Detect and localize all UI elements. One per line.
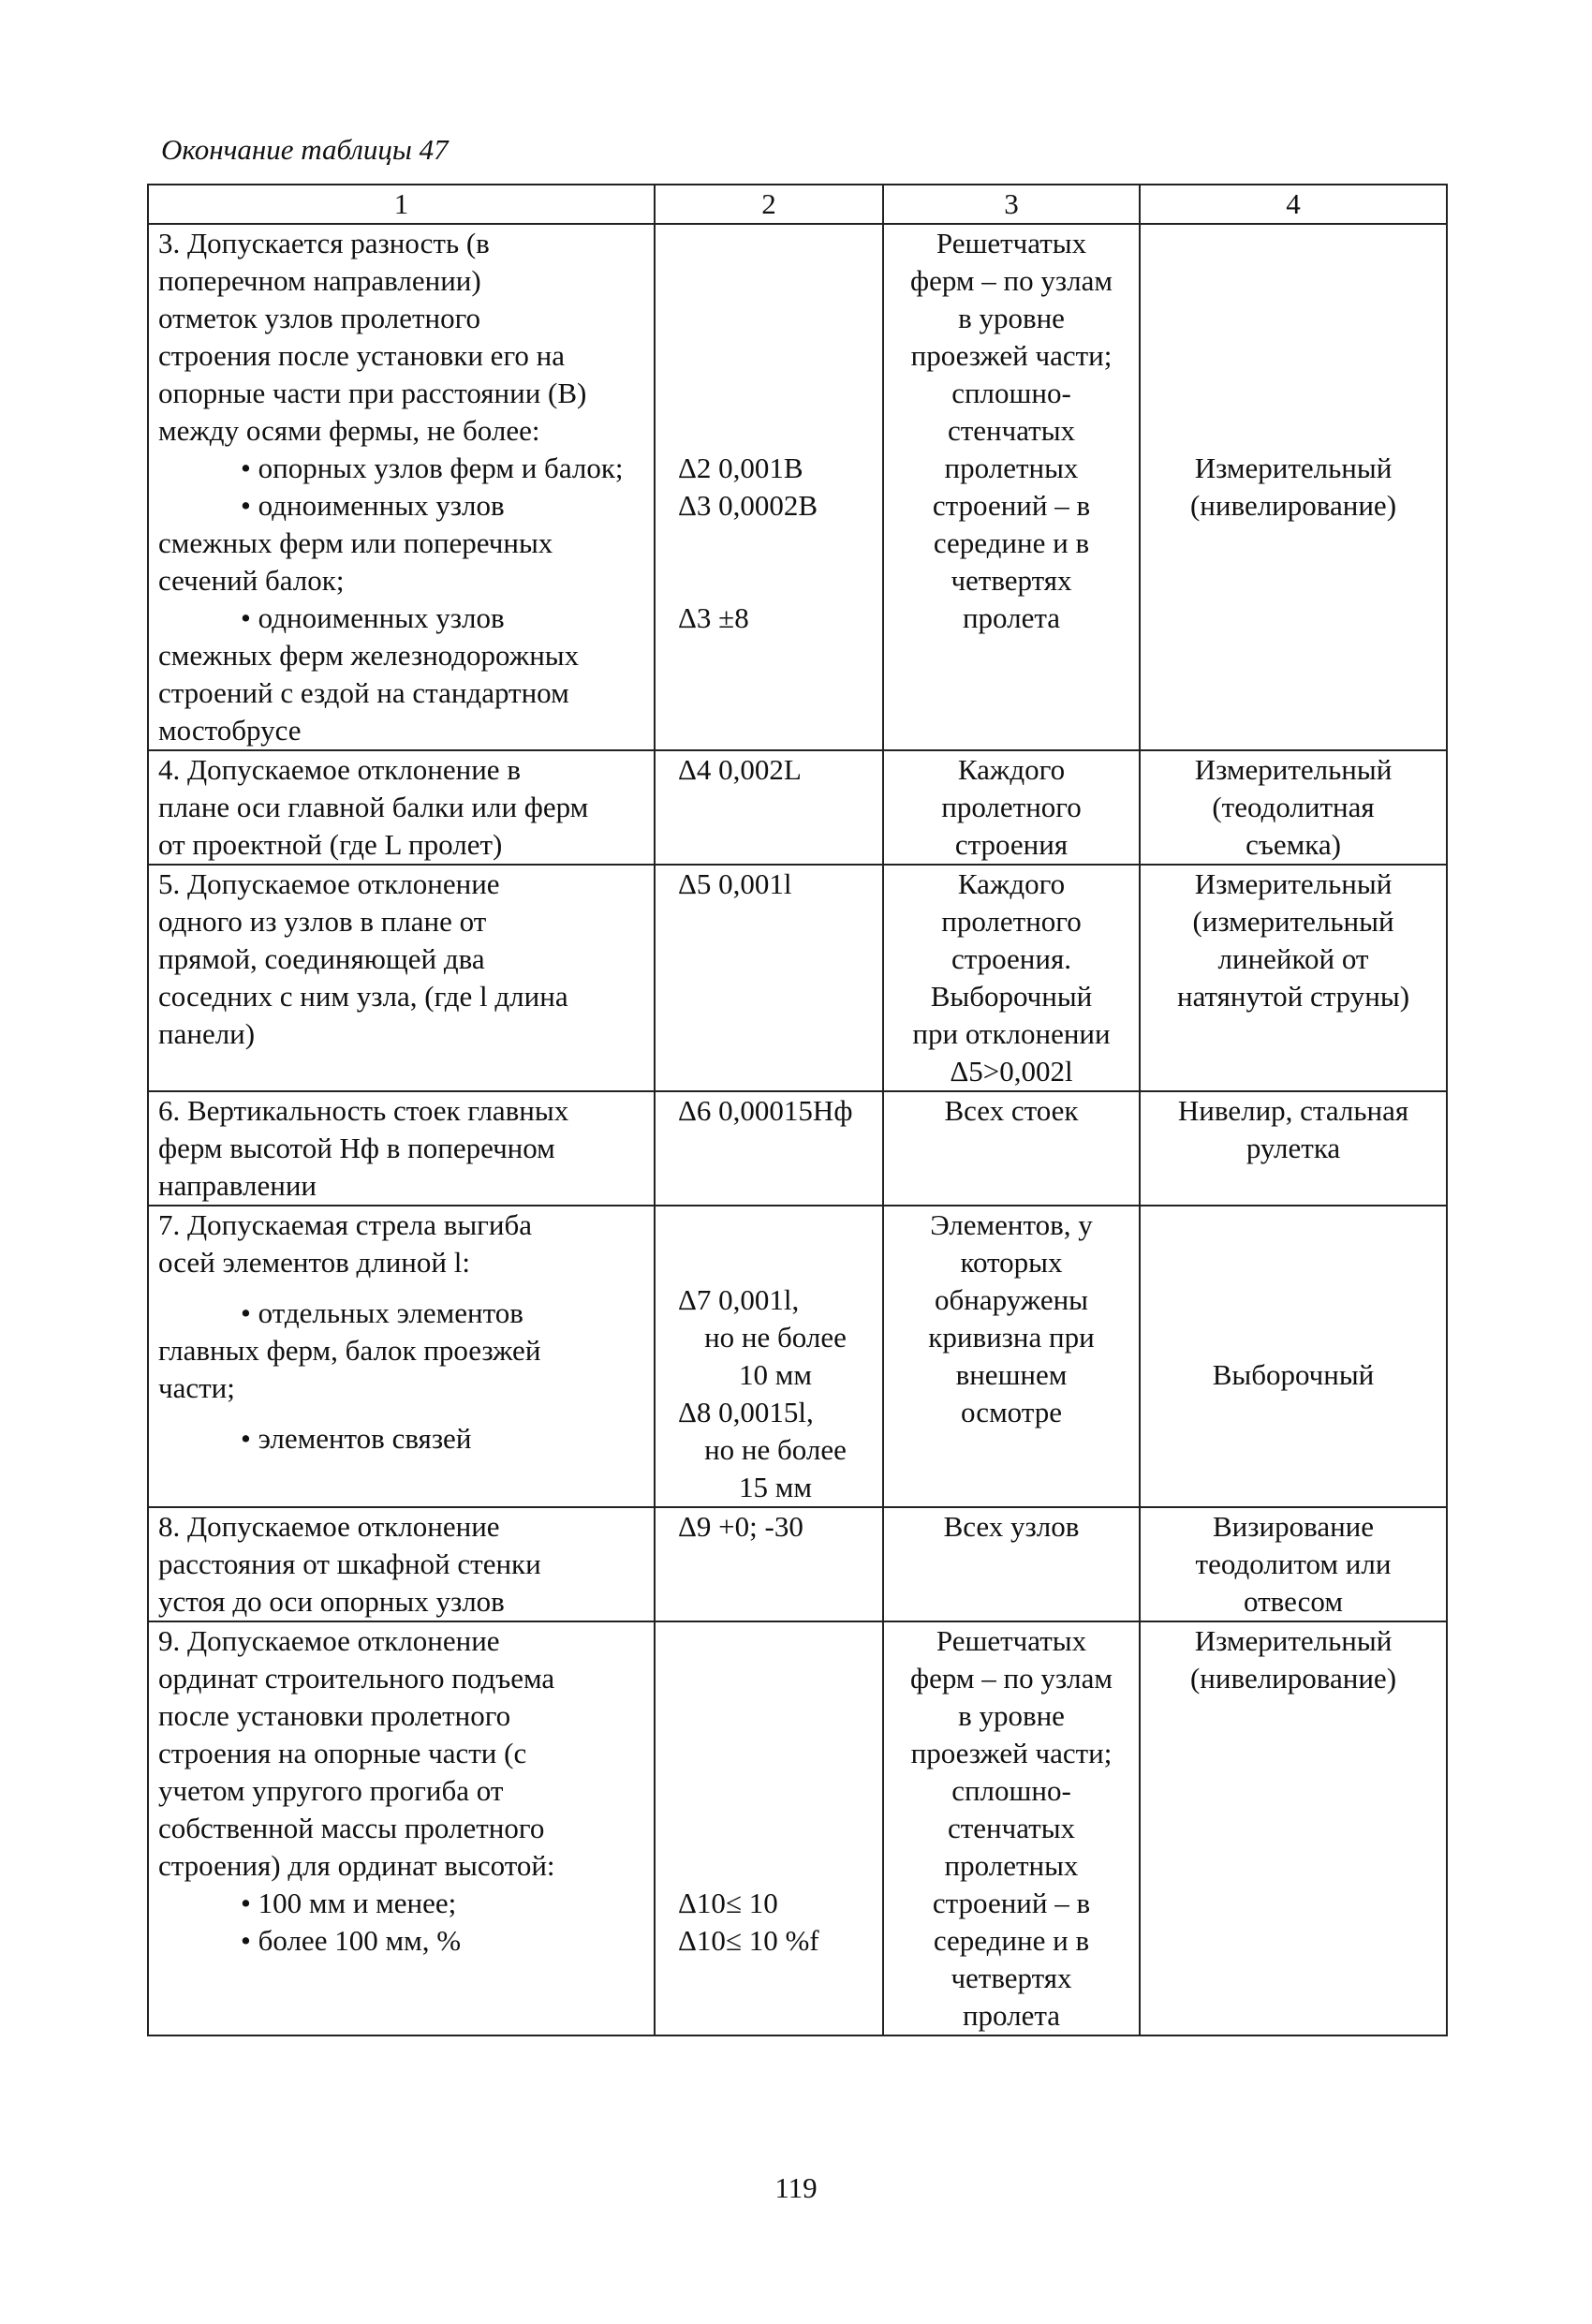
c1-line: опорные части при расстоянии (В) <box>158 377 587 409</box>
c3-line: пролета <box>962 1999 1061 2032</box>
cell-col-1 <box>148 865 655 1091</box>
c1-line: одного из узлов в плане от <box>158 905 487 938</box>
c4-line: Выборочный <box>1212 1358 1375 1391</box>
cell-col-4 <box>1140 1621 1447 2035</box>
c1-line: 3. Допускается разность (в <box>158 227 490 259</box>
column-header-2: 2 <box>655 185 883 224</box>
c2-line <box>678 1735 873 1772</box>
c3-line: Выборочный <box>930 980 1093 1013</box>
c4-line: Измерительный <box>1194 753 1393 786</box>
cell-col-2 <box>655 865 883 1091</box>
table-row <box>148 1206 1447 1507</box>
c2-line: Δ2 0,001B <box>678 451 803 484</box>
cell-col-2 <box>655 1091 883 1206</box>
cell-col-4 <box>1140 224 1447 750</box>
table-row <box>148 1091 1447 1206</box>
c1-line: смежных ферм или поперечных <box>158 526 553 559</box>
c3-line: ферм – по узлам <box>910 1662 1113 1695</box>
cell-col-1 <box>148 1206 655 1507</box>
c1-line: • элементов связей <box>241 1422 472 1455</box>
cell-col-1 <box>148 1621 655 2035</box>
c3-line: четвертях <box>951 1961 1072 1994</box>
cell-col-3 <box>883 224 1140 750</box>
c3-line: сплошно- <box>951 1774 1071 1807</box>
c3-line: осмотре <box>961 1396 1062 1428</box>
c4-line <box>1150 225 1437 262</box>
c4-line: линейкой от <box>1217 942 1369 975</box>
c2-line <box>678 1697 873 1735</box>
c1-line: расстояния от шкафной стенки <box>158 1547 541 1580</box>
cell-col-2 <box>655 1507 883 1621</box>
c3-line: пролетного <box>941 905 1082 938</box>
c3-line: строений – в <box>932 1887 1091 1919</box>
c4-line: теодолитом или <box>1195 1547 1392 1580</box>
c3-line: стенчатых <box>947 414 1076 447</box>
c4-line: Измерительный <box>1194 867 1393 900</box>
header-row <box>148 185 1447 224</box>
cell-col-1 <box>148 224 655 750</box>
c3-line: сплошно- <box>951 377 1071 409</box>
c1-line: • отдельных элементов <box>241 1296 523 1329</box>
c2-line <box>678 1810 873 1847</box>
c1-line: устоя до оси опорных узлов <box>158 1585 505 1618</box>
c1-line: сечений балок; <box>158 564 345 597</box>
c2-line: 15 мм <box>739 1471 812 1503</box>
cell-col-3 <box>883 750 1140 865</box>
c2-line <box>678 337 873 375</box>
c1-line: 7. Допускаемая стрела выгиба <box>158 1208 533 1241</box>
c2-line <box>678 375 873 412</box>
c1-line: прямой, соединяющей два <box>158 942 485 975</box>
cell-col-4 <box>1140 1091 1447 1206</box>
c4-line <box>1150 412 1437 450</box>
table-row <box>148 1621 1447 2035</box>
tolerance-table <box>147 184 1448 2036</box>
c3-line: пролета <box>962 601 1061 634</box>
cell-col-2 <box>655 1621 883 2035</box>
c3-line: стенчатых <box>947 1812 1076 1844</box>
c2-line: Δ7 0,001l, <box>678 1283 800 1316</box>
c1-line: осей элементов длиной l: <box>158 1246 470 1279</box>
c4-line: (теодолитная <box>1212 791 1375 823</box>
c2-line: Δ4 0,002L <box>678 753 802 786</box>
c2-line: Δ9 +0; -30 <box>678 1510 803 1543</box>
page-number: 119 <box>774 2171 818 2204</box>
c2-line: но не более <box>704 1433 847 1466</box>
c3-line: пролетных <box>944 451 1079 484</box>
c1-line: главных ферм, балок проезжей <box>158 1334 541 1367</box>
cell-col-2 <box>655 224 883 750</box>
c1-line: панели) <box>158 1017 256 1050</box>
c4-line <box>1150 1319 1437 1356</box>
c2-line: Δ10≤ 10 <box>678 1887 778 1919</box>
c1-line: после установки пролетного <box>158 1699 511 1732</box>
cell-col-1 <box>148 1507 655 1621</box>
c3-line: Решетчатых <box>936 227 1087 259</box>
c3-line: внешнем <box>955 1358 1068 1391</box>
c2-line <box>678 1660 873 1697</box>
c1-line: 5. Допускаемое отклонение <box>158 867 500 900</box>
c1-line: 8. Допускаемое отклонение <box>158 1510 500 1543</box>
c2-line <box>678 225 873 262</box>
table-caption: Окончание таблицы 47 <box>161 133 449 166</box>
c3-line: которых <box>960 1246 1063 1279</box>
c4-line <box>1150 1281 1437 1319</box>
c4-line: рулетка <box>1246 1132 1341 1164</box>
c4-line: Визирование <box>1212 1510 1375 1543</box>
c1-line: плане оси главной балки или ферм <box>158 791 589 823</box>
c4-line: (нивелирование) <box>1189 1662 1397 1695</box>
c2-line: Δ6 0,00015Нф <box>678 1094 853 1127</box>
cell-col-3 <box>883 1507 1140 1621</box>
c3-line: Всех узлов <box>943 1510 1080 1543</box>
cell-col-3 <box>883 865 1140 1091</box>
c2-line <box>678 412 873 450</box>
c3-line: проезжей части; <box>910 1737 1113 1769</box>
c1-line: поперечном направлении) <box>158 264 481 297</box>
c1-line: между осями фермы, не более: <box>158 414 540 447</box>
cell-col-1 <box>148 1091 655 1206</box>
c2-line <box>678 1847 873 1885</box>
c3-line: четвертях <box>951 564 1072 597</box>
c1-line: • опорных узлов ферм и балок; <box>241 451 624 484</box>
c1-line: 4. Допускаемое отклонение в <box>158 753 521 786</box>
table-row <box>148 1507 1447 1621</box>
c4-line: Измерительный <box>1194 1624 1393 1657</box>
c2-line: 10 мм <box>739 1358 812 1391</box>
c1-line: направлении <box>158 1169 317 1202</box>
cell-col-4 <box>1140 865 1447 1091</box>
c1-line: строений с ездой на стандартном <box>158 676 569 709</box>
c1-line: 9. Допускаемое отклонение <box>158 1624 500 1657</box>
c1-line: строения после установки его на <box>158 339 565 372</box>
c2-line <box>678 1622 873 1660</box>
table-row <box>148 224 1447 750</box>
column-header-1: 1 <box>148 185 655 224</box>
c2-line <box>678 525 873 562</box>
c3-line: в уровне <box>958 302 1065 334</box>
c3-line: пролетных <box>944 1849 1079 1882</box>
c2-line <box>678 1244 873 1281</box>
c4-line <box>1150 300 1437 337</box>
c4-line <box>1150 1206 1437 1244</box>
c3-line: проезжей части; <box>910 339 1113 372</box>
column-header-4: 4 <box>1140 185 1447 224</box>
c4-line: (измерительный <box>1192 905 1394 938</box>
c4-line: отвесом <box>1244 1585 1343 1618</box>
c2-line <box>678 562 873 600</box>
c1-line: • 100 мм и менее; <box>241 1887 457 1919</box>
c3-line: Каждого <box>957 867 1066 900</box>
c4-line: (нивелирование) <box>1189 489 1397 522</box>
cell-col-2 <box>655 750 883 865</box>
cell-col-1 <box>148 750 655 865</box>
c1-line: отметок узлов пролетного <box>158 302 481 334</box>
c1-line: 6. Вертикальность стоек главных <box>158 1094 569 1127</box>
cell-col-3 <box>883 1621 1140 2035</box>
c1-line: • одноименных узлов <box>241 489 505 522</box>
c3-line: Всех стоек <box>944 1094 1079 1127</box>
c2-line <box>678 1206 873 1244</box>
c2-line: но не более <box>704 1321 847 1354</box>
c3-line: обнаружены <box>935 1283 1088 1316</box>
table-row <box>148 750 1447 865</box>
c3-line: в уровне <box>958 1699 1065 1732</box>
c4-line <box>1150 1244 1437 1281</box>
c4-line: натянутой струны) <box>1176 980 1410 1013</box>
c3-line: Элементов, у <box>930 1208 1093 1241</box>
c3-line: ферм – по узлам <box>910 264 1113 297</box>
c3-line: строения. <box>951 942 1071 975</box>
c3-line: середине и в <box>933 1924 1090 1957</box>
c1-line: смежных ферм железнодорожных <box>158 639 580 672</box>
c2-line: Δ3 0,0002B <box>678 489 818 522</box>
c3-line: кривизна при <box>928 1321 1095 1354</box>
cell-col-4 <box>1140 1206 1447 1507</box>
c3-line: пролетного <box>941 791 1082 823</box>
c2-line: Δ3 ±8 <box>678 601 749 634</box>
c2-line <box>678 262 873 300</box>
cell-col-4 <box>1140 750 1447 865</box>
c4-line: съемка) <box>1246 828 1341 861</box>
c1-line: • более 100 мм, % <box>241 1924 462 1957</box>
c1-line: строения) для ординат высотой: <box>158 1849 555 1882</box>
c2-line <box>678 1772 873 1810</box>
c2-line: Δ5 0,001l <box>678 867 792 900</box>
cell-col-2 <box>655 1206 883 1507</box>
c4-line <box>1150 337 1437 375</box>
c3-line: Каждого <box>957 753 1066 786</box>
cell-col-3 <box>883 1206 1140 1507</box>
table-row <box>148 865 1447 1091</box>
c1-line: строения на опорные части (с <box>158 1737 527 1769</box>
c1-line: соседних с ним узла, (где l длина <box>158 980 568 1013</box>
c3-line: середине и в <box>933 526 1090 559</box>
c2-line: Δ10≤ 10 %f <box>678 1924 819 1957</box>
c3-line: Δ5>0,002l <box>950 1055 1073 1088</box>
c3-line: при отклонении <box>912 1017 1111 1050</box>
c4-line: Нивелир, стальная <box>1177 1094 1409 1127</box>
c1-line: • одноименных узлов <box>241 601 505 634</box>
c1-line: ординат строительного подъема <box>158 1662 555 1695</box>
c4-line: Измерительный <box>1194 451 1393 484</box>
c1-line: ферм высотой Нф в поперечном <box>158 1132 555 1164</box>
c1-line: мостобрусе <box>158 714 302 747</box>
c1-line: учетом упругого прогиба от <box>158 1774 504 1807</box>
c1-line: собственной массы пролетного <box>158 1812 545 1844</box>
c1-line: части; <box>158 1371 235 1404</box>
c1-line: от проектной (где L пролет) <box>158 828 503 861</box>
c4-line <box>1150 262 1437 300</box>
c3-line: строений – в <box>932 489 1091 522</box>
c2-line: Δ8 0,0015l, <box>678 1396 814 1428</box>
cell-col-4 <box>1140 1507 1447 1621</box>
c4-line <box>1150 375 1437 412</box>
column-header-3: 3 <box>883 185 1140 224</box>
c2-line <box>678 300 873 337</box>
c3-line: Решетчатых <box>936 1624 1087 1657</box>
cell-col-3 <box>883 1091 1140 1206</box>
c3-line: строения <box>954 828 1069 861</box>
